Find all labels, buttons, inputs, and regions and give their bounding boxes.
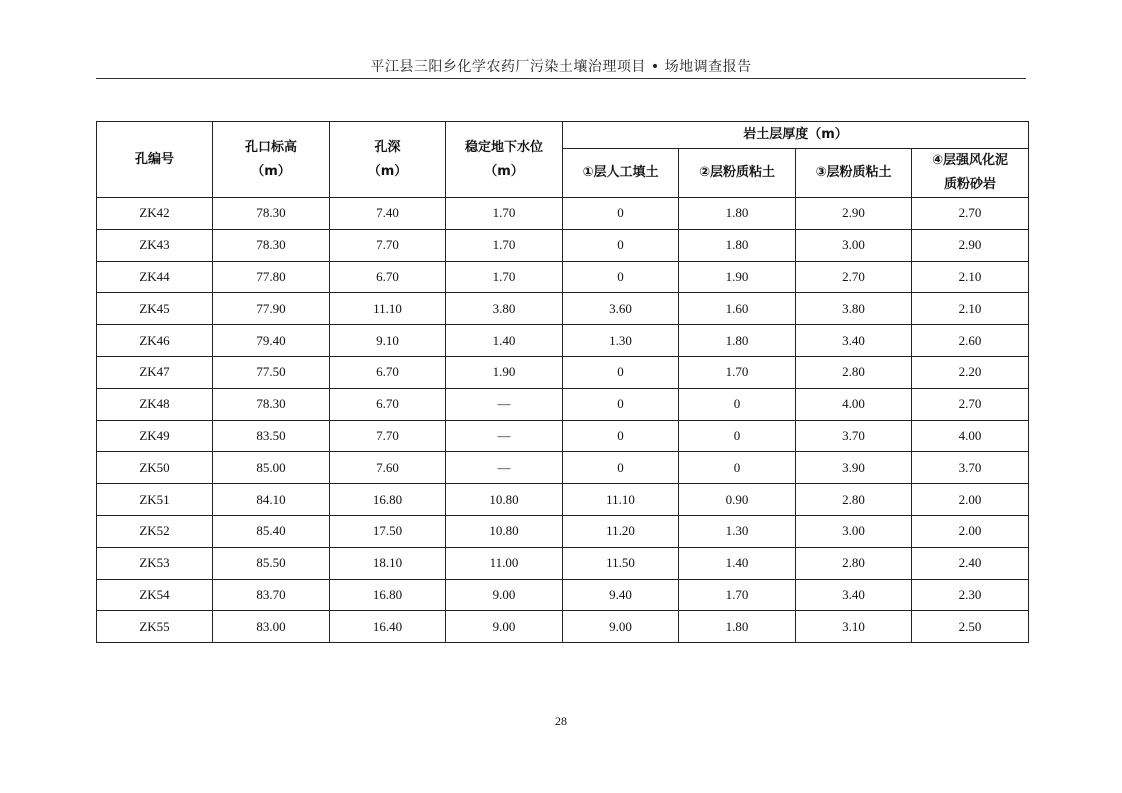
cell: ZK51	[97, 484, 213, 516]
table-row	[97, 611, 1029, 643]
table-row	[97, 229, 1029, 261]
table-row	[97, 198, 1029, 230]
table-row	[97, 325, 1029, 357]
cell: ZK48	[97, 388, 213, 420]
cell: 11.50	[563, 547, 679, 579]
cell: 0	[563, 229, 679, 261]
table-row	[97, 452, 1029, 484]
cell: 3.00	[796, 515, 912, 547]
cell: 2.70	[912, 198, 1029, 230]
cell: 7.70	[330, 229, 446, 261]
cell: 79.40	[213, 325, 330, 357]
cell: 0	[563, 420, 679, 452]
cell: 9.40	[563, 579, 679, 611]
cell: 83.00	[213, 611, 330, 643]
col-header-depth	[330, 122, 446, 198]
cell: 77.50	[213, 356, 330, 388]
table-row	[97, 293, 1029, 325]
cell: 2.50	[912, 611, 1029, 643]
col-header-thickness-group: 岩土层厚度（m）	[563, 122, 1029, 149]
cell: 83.50	[213, 420, 330, 452]
cell: 2.40	[912, 547, 1029, 579]
cell: 9.00	[446, 579, 563, 611]
cell: 1.30	[679, 515, 796, 547]
cell: 77.90	[213, 293, 330, 325]
cell: —	[446, 388, 563, 420]
cell: 2.80	[796, 356, 912, 388]
cell: ZK45	[97, 293, 213, 325]
cell: 16.40	[330, 611, 446, 643]
cell: 6.70	[330, 388, 446, 420]
cell: 2.80	[796, 547, 912, 579]
cell: 1.70	[446, 229, 563, 261]
col-header-elevation-unit: （m）	[251, 163, 291, 179]
cell: 0.90	[679, 484, 796, 516]
cell: ZK52	[97, 515, 213, 547]
cell: 6.70	[330, 356, 446, 388]
cell: 0	[563, 198, 679, 230]
cell: 9.00	[563, 611, 679, 643]
cell: 2.10	[912, 293, 1029, 325]
cell: 3.40	[796, 579, 912, 611]
cell: 0	[679, 452, 796, 484]
cell: 0	[563, 356, 679, 388]
cell: 3.40	[796, 325, 912, 357]
cell: 2.00	[912, 484, 1029, 516]
cell: ZK49	[97, 420, 213, 452]
table-body	[97, 198, 1029, 643]
cell: 1.80	[679, 198, 796, 230]
header-divider	[96, 78, 1026, 79]
cell: 77.80	[213, 261, 330, 293]
cell: 9.10	[330, 325, 446, 357]
cell: 10.80	[446, 515, 563, 547]
cell: ZK50	[97, 452, 213, 484]
cell: 17.50	[330, 515, 446, 547]
cell: 3.90	[796, 452, 912, 484]
cell: 9.00	[446, 611, 563, 643]
cell: ZK53	[97, 547, 213, 579]
cell: 2.90	[912, 229, 1029, 261]
cell: 4.00	[912, 420, 1029, 452]
cell: 7.60	[330, 452, 446, 484]
cell: 16.80	[330, 579, 446, 611]
col-header-layer2: ②层粉质粘土	[679, 149, 796, 198]
borehole-data-table	[96, 121, 1029, 643]
cell: 11.20	[563, 515, 679, 547]
table-row	[97, 261, 1029, 293]
cell: 85.40	[213, 515, 330, 547]
cell: 1.40	[679, 547, 796, 579]
cell: 83.70	[213, 579, 330, 611]
cell: 1.70	[446, 198, 563, 230]
table-row	[97, 388, 1029, 420]
page-number: 28	[555, 714, 567, 728]
cell: ZK54	[97, 579, 213, 611]
cell: 3.80	[446, 293, 563, 325]
cell: 85.00	[213, 452, 330, 484]
cell: 2.00	[912, 515, 1029, 547]
cell: 3.70	[912, 452, 1029, 484]
cell: 7.40	[330, 198, 446, 230]
cell: ZK44	[97, 261, 213, 293]
cell: 1.70	[446, 261, 563, 293]
table-row	[97, 484, 1029, 516]
cell: 2.80	[796, 484, 912, 516]
col-header-water-level-unit: （m）	[484, 163, 524, 179]
col-header-water-level	[446, 122, 563, 198]
cell: 0	[563, 388, 679, 420]
cell: 2.10	[912, 261, 1029, 293]
col-header-layer1: ①层人工填土	[563, 149, 679, 198]
cell: 11.10	[563, 484, 679, 516]
cell: —	[446, 452, 563, 484]
col-header-water-level-label: 稳定地下水位	[464, 139, 543, 155]
cell: 0	[679, 420, 796, 452]
col-header-layer4-line2: 质粉砂岩	[944, 177, 997, 192]
cell: 1.60	[679, 293, 796, 325]
page-header-title: 平江县三阳乡化学农药厂污染土壤治理项目 • 场地调查报告	[370, 59, 752, 75]
cell: ZK47	[97, 356, 213, 388]
col-header-depth-label: 孔深	[374, 139, 401, 155]
cell: 2.30	[912, 579, 1029, 611]
cell: 78.30	[213, 229, 330, 261]
col-header-layer4	[912, 149, 1029, 198]
cell: 2.60	[912, 325, 1029, 357]
table-row	[97, 579, 1029, 611]
cell: 1.40	[446, 325, 563, 357]
cell: 3.70	[796, 420, 912, 452]
cell: 11.00	[446, 547, 563, 579]
cell: ZK55	[97, 611, 213, 643]
table-row	[97, 356, 1029, 388]
cell: ZK46	[97, 325, 213, 357]
cell: ZK43	[97, 229, 213, 261]
cell: 0	[679, 388, 796, 420]
cell: 16.80	[330, 484, 446, 516]
cell: 78.30	[213, 198, 330, 230]
table-row	[97, 420, 1029, 452]
cell: 2.20	[912, 356, 1029, 388]
cell: 1.80	[679, 325, 796, 357]
cell: 3.10	[796, 611, 912, 643]
table-row	[97, 515, 1029, 547]
col-header-layer4-line1: ④层强风化泥	[932, 153, 1009, 168]
cell: 78.30	[213, 388, 330, 420]
cell: 3.80	[796, 293, 912, 325]
col-header-hole-id: 孔编号	[97, 122, 213, 198]
cell: 1.70	[679, 579, 796, 611]
col-header-elevation	[213, 122, 330, 198]
cell: 11.10	[330, 293, 446, 325]
cell: 6.70	[330, 261, 446, 293]
cell: 2.70	[912, 388, 1029, 420]
cell: 10.80	[446, 484, 563, 516]
cell: 85.50	[213, 547, 330, 579]
cell: 3.00	[796, 229, 912, 261]
cell: 0	[563, 452, 679, 484]
cell: 18.10	[330, 547, 446, 579]
col-header-elevation-label: 孔口标高	[244, 139, 297, 155]
col-header-layer3: ③层粉质粘土	[796, 149, 912, 198]
cell: 2.90	[796, 198, 912, 230]
cell: 1.90	[446, 356, 563, 388]
cell: 1.80	[679, 611, 796, 643]
cell: 1.80	[679, 229, 796, 261]
cell: —	[446, 420, 563, 452]
cell: 1.90	[679, 261, 796, 293]
cell: 84.10	[213, 484, 330, 516]
cell: 1.70	[679, 356, 796, 388]
cell: 7.70	[330, 420, 446, 452]
cell: 1.30	[563, 325, 679, 357]
cell: 2.70	[796, 261, 912, 293]
col-header-depth-unit: （m）	[367, 163, 408, 179]
cell: 0	[563, 261, 679, 293]
cell: 4.00	[796, 388, 912, 420]
table-row	[97, 547, 1029, 579]
cell: ZK42	[97, 198, 213, 230]
cell: 3.60	[563, 293, 679, 325]
